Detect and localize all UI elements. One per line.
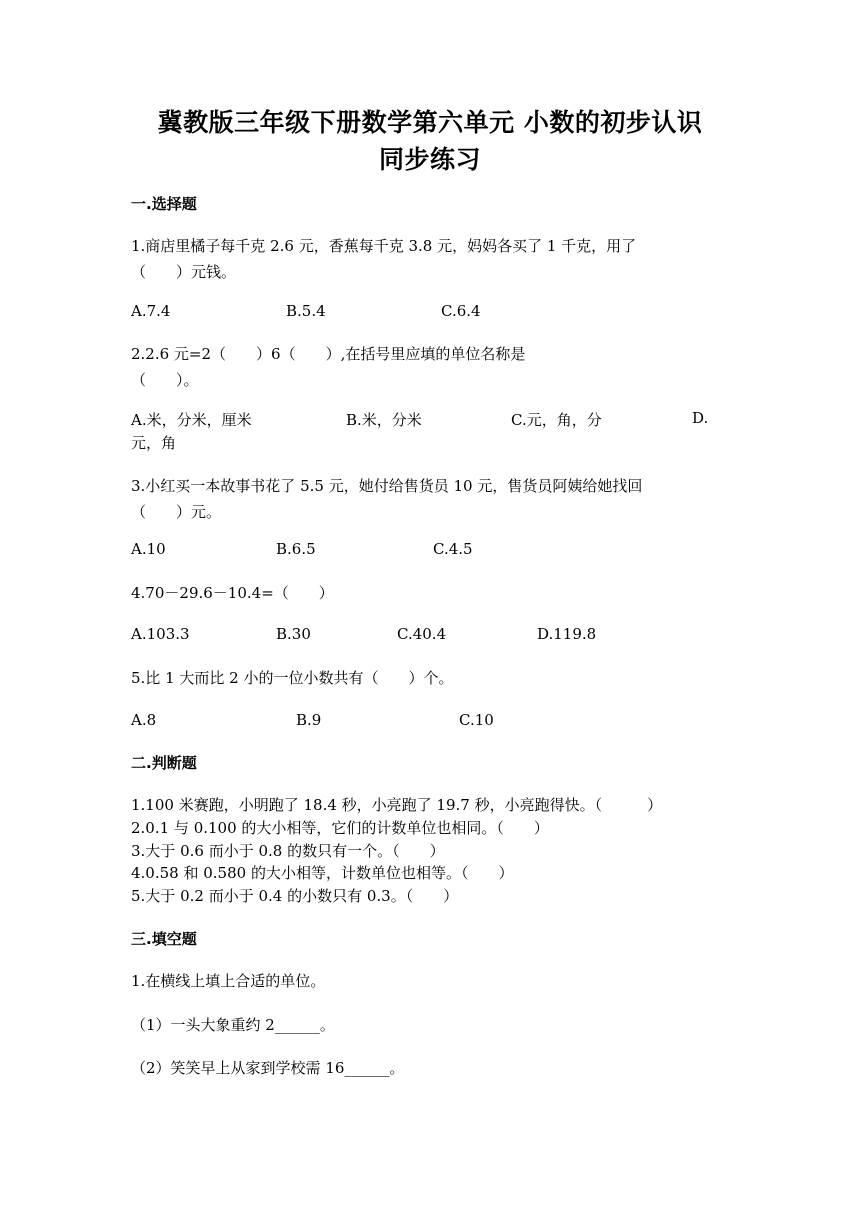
choice-option-3a: A.10 bbox=[131, 540, 166, 558]
choice-question-1 bbox=[131, 233, 721, 285]
choice-option-5a: A.8 bbox=[131, 711, 157, 729]
choice-option-2c: C.元，角，分 bbox=[511, 411, 602, 429]
choice-option-2a: A.米，分米，厘米 bbox=[131, 411, 252, 429]
fill-subquestion-1: （1）一头大象重约 2______。 bbox=[131, 1016, 335, 1034]
question-text-line: 4.70－29.6－10.4=（ ） bbox=[131, 584, 334, 602]
fill-subquestion-2: （2）笑笑早上从家到学校需 16______。 bbox=[131, 1059, 405, 1077]
title-line-1: 冀教版三年级下册数学第六单元 小数的初步认识 bbox=[157, 108, 703, 137]
question-text-line: （ ）元钱。 bbox=[131, 263, 237, 281]
choice-option-3b: B.6.5 bbox=[276, 540, 316, 558]
judge-statement-2: 2.0.1 与 0.100 的大小相等，它们的计数单位也相同。（ ） bbox=[131, 819, 549, 837]
judge-statement-3: 3.大于 0.6 而小于 0.8 的数只有一个。（ ） bbox=[131, 842, 445, 860]
choice-option-2d: D. bbox=[692, 409, 709, 427]
page-title bbox=[120, 104, 740, 178]
choice-question-2 bbox=[131, 341, 721, 393]
choice-option-4b: B.30 bbox=[276, 625, 311, 643]
question-text-line: 1.商店里橘子每千克 2.6 元，香蕉每千克 3.8 元，妈妈各买了 1 千克，用了 bbox=[131, 237, 637, 255]
choice-option-4d: D.119.8 bbox=[537, 625, 597, 643]
choice-option-2b: B.米，分米 bbox=[346, 411, 422, 429]
choice-option-1a: A.7.4 bbox=[131, 302, 171, 320]
choice-option-3c: C.4.5 bbox=[433, 540, 473, 558]
choice-question-3 bbox=[131, 473, 721, 525]
judge-statement-5: 5.大于 0.2 而小于 0.4 的小数只有 0.3。（ ） bbox=[131, 887, 459, 905]
choice-option-4a: A.103.3 bbox=[131, 625, 190, 643]
choice-question-4 bbox=[131, 580, 721, 606]
choice-option-1b: B.5.4 bbox=[286, 302, 326, 320]
section-heading-fill: 三.填空题 bbox=[131, 930, 197, 948]
question-text-line: （ ）元。 bbox=[131, 503, 222, 521]
question-text-line: 5.比 1 大而比 2 小的一位小数共有（ ）个。 bbox=[131, 669, 454, 687]
choice-question-5 bbox=[131, 665, 721, 691]
choice-option-5c: C.10 bbox=[459, 711, 494, 729]
question-text-line: （ ）。 bbox=[131, 371, 199, 389]
section-heading-judge: 二.判断题 bbox=[131, 754, 197, 772]
fill-question-1: 1.在横线上填上合适的单位。 bbox=[131, 972, 326, 990]
question-text-line: 3.小红买一本故事书花了 5.5 元，她付给售货员 10 元，售货员阿姨给她找回 bbox=[131, 477, 643, 495]
section-heading-choice: 一.选择题 bbox=[131, 195, 197, 213]
choice-option-4c: C.40.4 bbox=[397, 625, 447, 643]
choice-option-1c: C.6.4 bbox=[441, 302, 481, 320]
question-text-line: 2.2.6 元=2（ ）6（ ）,在括号里应填的单位名称是 bbox=[131, 345, 526, 363]
choice-option-5b: B.9 bbox=[296, 711, 322, 729]
choice-option-2d-continued: 元，角 bbox=[131, 434, 177, 452]
judge-statement-4: 4.0.58 和 0.580 的大小相等，计数单位也相等。（ ） bbox=[131, 864, 514, 882]
title-line-2: 同步练习 bbox=[378, 145, 481, 174]
judge-statement-1: 1.100 米赛跑，小明跑了 18.4 秒，小亮跑了 19.7 秒，小亮跑得快。（ ） bbox=[131, 796, 663, 814]
